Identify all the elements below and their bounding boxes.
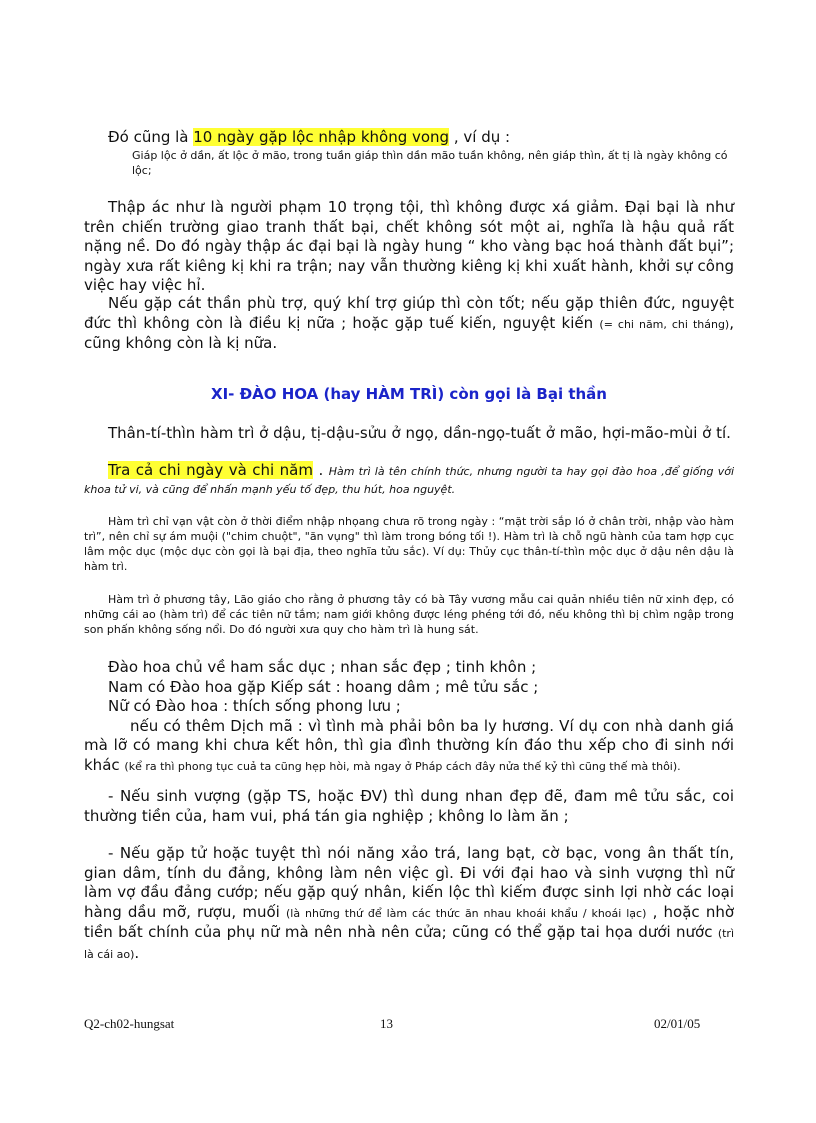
dao-hoa-line-1: Đào hoa chủ về ham sắc dục ; nhan sắc đẹp ; tinh khôn ;	[108, 658, 537, 676]
tra-chi-italic: Hàm trì là tên chính thức, nhưng người ta hay gọi đào hoa ,để giống với khoa tử vi, và cũng để nhấn mạnh yếu tố đẹp, thu hút, hoa nguyệt.	[84, 465, 734, 496]
tra-chi-sep: .	[312, 461, 329, 479]
tra-chi-highlight: Tra cả chi ngày và chi năm	[108, 461, 313, 479]
paragraph-tra-chi	[84, 462, 734, 498]
section-heading: XI- ĐÀO HOA (hay HÀM TRÌ) còn gọi là Bại thần	[211, 385, 607, 403]
dao-hoa-line-2: Nam có Đào hoa gặp Kiếp sát : hoang dâm ; mê tửu sắc ;	[108, 677, 539, 696]
lucky-days-highlight: 10 ngày gặp lộc nhập không vong	[193, 128, 450, 146]
cat-than-note: (= chi năm, chi tháng)	[599, 317, 730, 331]
tu-tuyet-c: .	[134, 943, 140, 962]
cat-than-tail: , cũng không còn là kị nữa.	[84, 313, 734, 352]
dao-hoa-line-4	[84, 717, 734, 777]
tu-tuyet-note-2: (trì là cái ao)	[84, 927, 734, 961]
paragraph-ham-tri-meaning: Hàm trì chỉ vạn vật còn ở thời điểm nhập nhọang chưa rõ trong ngày : “mặt trời sắp ló ở chân trời, nhập vào hàm trì”, nên chỉ sự ám muội ("chim chuột", "ăn vụng" thì làm trong bóng tối !). Hàm trì là chỗ ngũ hành của tam hợp cục lâm mộc dục (mộc dục còn gọi là bại địa, theo nghĩa tửu sắc). Ví dụ: Thủy cục thân-tí-thìn mộc dục ở dậu nên dậu là hàm trì.	[84, 515, 734, 573]
footer-page-number: 13	[380, 1016, 393, 1031]
paragraph-tu-tuyet	[84, 844, 734, 964]
paragraph-thap-ac: Thập ác như là người phạm 10 trọng tội, thì không được xá giảm. Đại bại là như trên chiến trường giao tranh thất bại, chết không sót một ai, nghĩa là hậu quả rất nặng nề. Do đó ngày thập ác đại bại là ngày hung “ kho vàng bạc hoá thành đất bụi”; ngày xưa rất kiêng kị khi ra trận; nay vẫn thường kiêng kị khi xuất hành, khởi sự công việc hay việc hỉ.	[84, 198, 734, 294]
cat-than-main: Nếu gặp cát thần phù trợ, quý khí trợ giúp thì còn tốt; nếu gặp thiên đức, nguyệt đức thì không còn là điều kị nữa ; hoặc gặp tuế kiến, nguyệt kiến	[84, 294, 734, 332]
dao-hoa-line-4-note: (kể ra thì phong tục cuả ta cũng hẹp hòi, mà ngay ở Pháp cách đây nửa thế kỷ thì cũng thế mà thôi).	[124, 759, 681, 773]
paragraph-ham-tri-positions: Thân-tí-thìn hàm trì ở dậu, tị-dậu-sửu ở ngọ, dần-ngọ-tuất ở mão, hợi-mão-mùi ở tí.	[108, 424, 731, 442]
paragraph-cat-than	[84, 294, 734, 354]
tu-tuyet-note-1: (là những thứ để làm các thức ăn nhau khoái khẩu / khoái lạc)	[285, 906, 647, 920]
footer-left: Q2-ch02-hungsat	[84, 1016, 175, 1031]
tu-tuyet-b: , hoặc nhờ tiền bất chính của phụ nữ mà nên nhà nên cửa; cũng có thể gặp tai họa dưới nước	[84, 902, 735, 941]
lucky-days-line	[84, 128, 734, 148]
lucky-days-lead: Đó cũng là	[108, 128, 194, 146]
paragraph-sinh-vuong: - Nếu sinh vượng (gặp TS, hoặc ĐV) thì dung nhan đẹp đẽ, đam mê tửu sắc, coi thường tiền của, ham vui, phá tán gia nghiệp ; không lo làm ăn ;	[84, 787, 734, 825]
footer-date: 02/01/05	[654, 1016, 701, 1031]
tu-tuyet-a: - Nếu gặp tử hoặc tuyệt thì nói năng xảo trá, lang bạt, cờ bạc, vong ân thất tín, gian dâm, tính du đảng, không làm nên việc gì. Đi với đại hao và sinh vượng thì nữ làm vợ đầu đảng cướp; nếu gặp quý nhân, kiến lộc thì kiếm được sinh lợi nhờ các loại hàng dầu mỡ, rượu, muối	[84, 844, 734, 921]
lucky-days-example: Giáp lộc ở dần, ất lộc ở mão, trong tuần giáp thìn dần mão tuần không, nên giáp thìn, ất tị là ngày không có lộc;	[132, 149, 728, 177]
dao-hoa-line-4-text: nếu có thêm Dịch mã : vì tình mà phải bôn ba ly hương. Ví dụ con nhà danh giá mà lỡ có mang khi chưa kết hôn, thì gia đình thường kín đáo thu xếp cho đi sinh nới khác	[84, 716, 734, 774]
lucky-days-tail: , ví dụ :	[449, 128, 511, 146]
paragraph-lucky-days	[84, 128, 734, 148]
dao-hoa-line-3: Nữ có Đào hoa : thích sống phong lưu ;	[108, 697, 401, 715]
paragraph-dao-hoa	[84, 658, 734, 776]
paragraph-ham-tri-west: Hàm trì ở phương tây, Lão giáo cho rằng ở phương tây có bà Tây vương mẫu cai quản nhiều tiên nữ xinh đẹp, có những cái ao (hàm trì) để các tiên nữ tắm; nam giới không được léng phéng tới đó, nếu không thì bị chìm ngập trong son phấn không sống nổi. Do đó người xưa quy cho hàm trì là hung sát.	[84, 593, 734, 636]
